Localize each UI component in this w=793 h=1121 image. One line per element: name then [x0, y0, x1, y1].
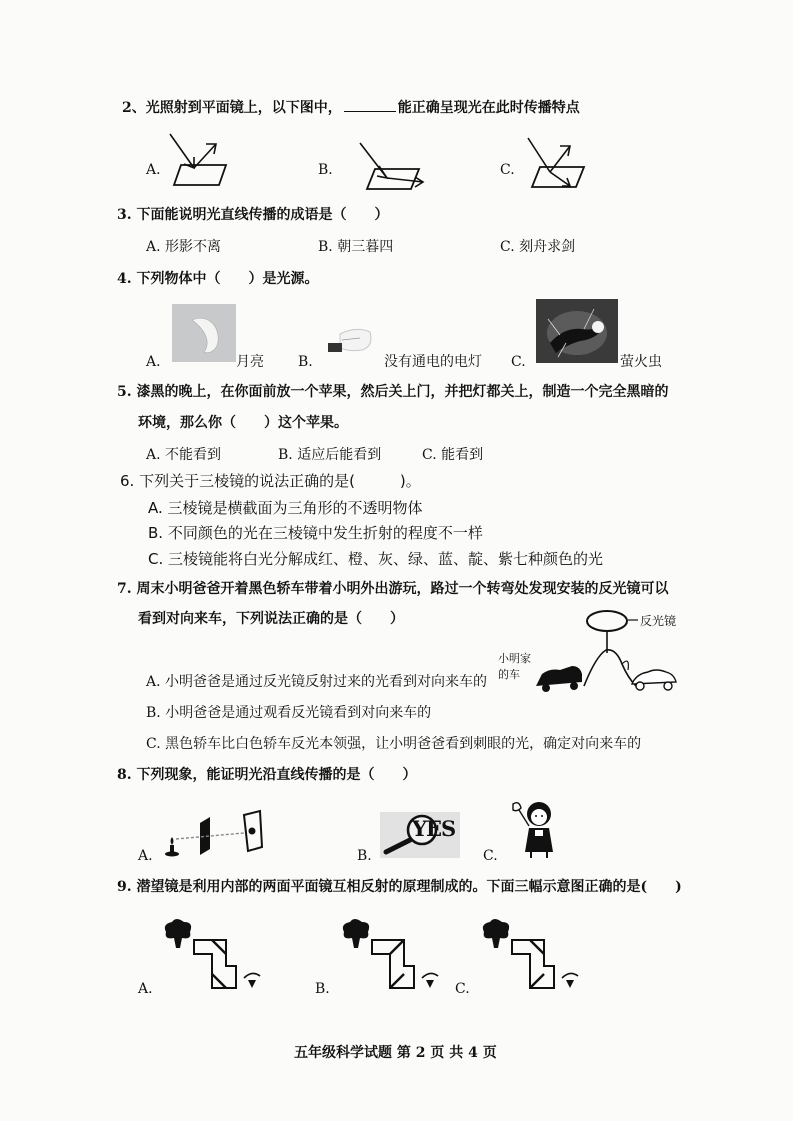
q7-option-a: A. 小明爸爸是通过反光镜反射过来的光看到对向来车的 [146, 674, 488, 690]
footer-mid: 页 共 [430, 1045, 464, 1061]
footer-prefix: 五年级科学试题 第 [294, 1045, 411, 1061]
q7-car-label-line1: 小明家 [498, 652, 531, 665]
tree-shape [343, 919, 369, 948]
moon-photo [172, 304, 236, 362]
q6-option-c: C. 三棱镜能将白光分解成红、橙、灰、绿、蓝、靛、紫七种颜色的光 [148, 550, 604, 568]
mirror-handheld-shape [513, 803, 521, 811]
page-footer [294, 1044, 497, 1062]
bulb-base-shape [328, 343, 342, 352]
q4-option-b-letter: B. [298, 354, 313, 370]
q2-stem-suffix: 能正确呈现光在此时传播特点 [397, 100, 580, 116]
q4-option-a-text: 月亮 [236, 354, 264, 370]
periscope-outline [512, 940, 554, 988]
question-4-stem: 4. 下列物体中（ ）是光源。 [117, 271, 319, 287]
q7-option-b: B. 小明爸爸是通过观看反光镜看到对向来车的 [146, 705, 432, 721]
question-5-stem-line2: 环境，那么你（ ）这个苹果。 [138, 415, 348, 431]
reflected-ray [550, 146, 570, 172]
q7-option-c: C. 黑色轿车比白色轿车反光本领强，让小明爸爸看到刺眼的光，确定对向来车的 [146, 736, 642, 752]
q4-option-c-text: 萤火虫 [620, 354, 662, 370]
q3-option-a: A. 形影不离 [146, 239, 222, 255]
q2-option-a-label: A. [146, 162, 161, 178]
convex-mirror-shape [587, 611, 627, 631]
firefly-photo [536, 299, 618, 363]
q8-option-b-label: B. [357, 848, 372, 864]
q3-option-c: C. 刻舟求剑 [500, 239, 576, 255]
eye-shape [562, 973, 578, 978]
question-7-stem-line2: 看到对向来车，下列说法正确的是（ ） [138, 611, 404, 627]
q9-periscope-c [478, 918, 588, 998]
q3-option-b: B. 朝三暮四 [318, 239, 394, 255]
mirror-bottom [390, 974, 404, 988]
q8-girl-figure [505, 796, 565, 860]
question-8-stem: 8. 下列现象，能证明光沿直线传播的是（ ） [117, 767, 417, 783]
eye-shape [422, 973, 438, 978]
mirror-top [390, 940, 404, 954]
q8-option-c-label: C. [483, 848, 498, 864]
incident-ray [170, 134, 194, 168]
q8-yes-text: YES [412, 816, 456, 841]
footer-page-number: 2 [415, 1045, 426, 1061]
footer-total-pages: 4 [468, 1045, 478, 1061]
question-6-stem: 6. 下列关于三棱镜的说法正确的是( )。 [120, 472, 421, 490]
q2-diagram-b [355, 138, 435, 198]
q2-option-c-label: C. [500, 162, 515, 178]
tree-shape [165, 919, 191, 948]
mirror-shape [174, 165, 226, 185]
q6-option-a: A. 三棱镜是横截面为三角形的不透明物体 [148, 499, 423, 517]
question-9-stem: 9. 潜望镜是利用内部的两面平面镜互相反射的原理制成的。下面三幅示意图正确的是( ) [117, 879, 682, 895]
firefly-glow-shape [592, 321, 604, 333]
periscope-outline [194, 940, 236, 988]
q2-diagram-c [512, 134, 602, 194]
q7-road-mirror-figure [532, 608, 722, 698]
q5-option-a: A. 不能看到 [146, 447, 222, 463]
q4-option-c-letter: C. [511, 354, 526, 370]
q2-option-b-label: B. [318, 162, 333, 178]
mirror-bottom [530, 974, 544, 988]
q4-option-a-letter: A. [146, 354, 161, 370]
q7-mirror-label: 反光镜 [640, 614, 677, 628]
q9-option-c-label: C. [455, 981, 470, 997]
question-3-stem: 3. 下面能说明光直线传播的成语是（ ） [117, 207, 389, 223]
tree-shape [483, 919, 509, 948]
question-5-stem-line1: 5. 漆黑的晚上，在你面前放一个苹果，然后关上门，并把灯都关上，制造一个完全黑暗的 [117, 384, 669, 400]
q9-periscope-b [338, 918, 448, 998]
mirror-top [212, 940, 226, 954]
incident-ray [528, 138, 550, 172]
q8-option-a-label: A. [138, 848, 153, 864]
question-2-stem [122, 98, 580, 117]
q2-diagram-a [164, 132, 234, 192]
q7-car-label-line2: 的车 [498, 668, 520, 681]
mirror-top [530, 940, 544, 954]
q9-option-b-label: B. [315, 981, 330, 997]
q2-answer-blank [344, 98, 396, 112]
q2-stem-prefix: 2、光照射到平面镜上，以下图中， [122, 100, 342, 116]
q5-option-b: B. 适应后能看到 [278, 447, 382, 463]
light-bulb-picture [322, 322, 382, 362]
q6-option-b: B. 不同颜色的光在三棱镜中发生折射的程度不一样 [148, 524, 483, 542]
q9-option-a-label: A. [138, 981, 153, 997]
eye-shape [244, 973, 260, 978]
periscope-outline [372, 940, 414, 988]
q8-candle-screen-figure [160, 805, 270, 865]
q5-option-c: C. 能看到 [422, 447, 484, 463]
q4-option-b-text: 没有通电的电灯 [384, 354, 482, 370]
question-7-stem-line1: 7. 周末小明爸爸开着黑色轿车带着小明外出游玩，路过一个转弯处发现安装的反光镜可以 [117, 581, 669, 597]
mirror-bottom [212, 974, 226, 988]
footer-suffix: 页 [482, 1045, 497, 1061]
q9-periscope-a [160, 918, 270, 998]
